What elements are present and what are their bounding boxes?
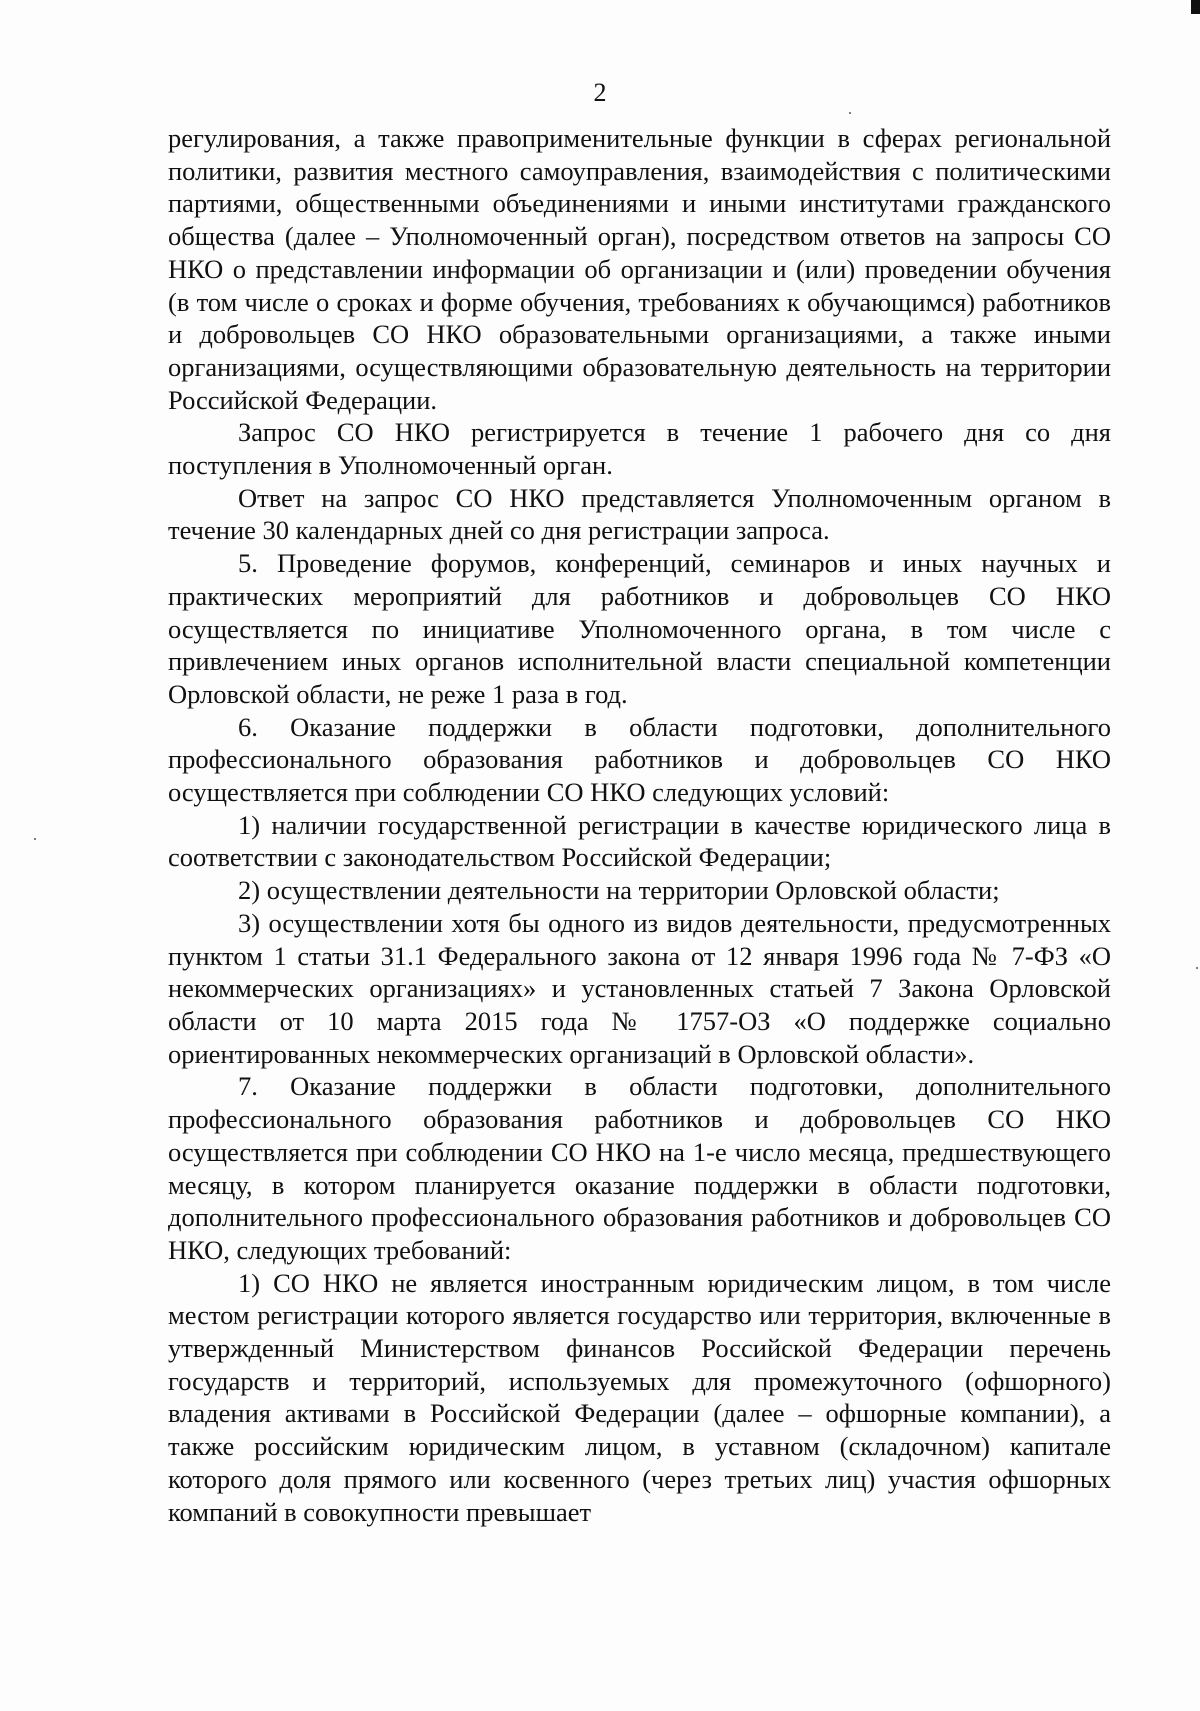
paragraph-item-7: 7. Оказание поддержки в области подготовки, дополнительного профессионального образования работников и добровольцев СО НКО осуществляется при соблюдении СО НКО на 1-е число месяца, предшествующего месяцу, в котором планируется оказание поддержки в области подготовки, дополнительного профессионального образования работников и добровольцев СО НКО, следующих требований: — [168, 1071, 1111, 1265]
scan-speck — [1196, 967, 1198, 969]
paragraph-item-6-condition-2: 2) осуществлении деятельности на территории Орловской области; — [238, 875, 1000, 906]
document-body — [168, 122, 1111, 1528]
paragraph-request-answer: Ответ на запрос СО НКО представляется Уполномоченным органом в течение 30 календарных дней со дня регистрации запроса. — [168, 482, 1111, 546]
paragraph-item-6-condition-1: 1) наличии государственной регистрации в качестве юридического лица в соответствии с законодательством Российской Федерации; — [168, 809, 1111, 873]
scan-speck — [34, 838, 36, 840]
scan-speck — [849, 112, 851, 114]
paragraph-item-5: 5. Проведение форумов, конференций, семинаров и иных научных и практических мероприятий для работников и добровольцев СО НКО осуществляется по инициативе Уполномоченного органа, в том числе с привлечением иных органов исполнительной власти специальной компетенции Орловской области, не реже 1 раза в год. — [168, 548, 1111, 709]
paragraph-request-registration: Запрос СО НКО регистрируется в течение 1 рабочего дня со дня поступления в Уполномоченный орган. — [168, 417, 1111, 481]
page-number: 2 — [593, 78, 607, 107]
paragraph-item-6: 6. Оказание поддержки в области подготовки, дополнительного профессионального образования работников и добровольцев СО НКО осуществляется при соблюдении СО НКО следующих условий: — [168, 711, 1111, 808]
paragraph-item-6-condition-3: 3) осуществлении хотя бы одного из видов деятельности, предусмотренных пунктом 1 статьи 31.1 Федерального закона от 12 января 1996 года № 7-ФЗ «О некоммерческих организациях» и установленных статьей 7 Закона Орловской области от 10 марта 2015 года № 1757-ОЗ «О поддержке социально ориентированных некоммерческих организаций в Орловской области». — [168, 907, 1111, 1069]
scan-edge-mark — [1191, 0, 1200, 14]
paragraph-continuation: регулирования, а также правоприменительные функции в сферах региональной политики, развития местного самоуправления, взаимодействия с политическими партиями, общественными объединениями и иными институтами гражданского общества (далее – Уполномоченный орган), посредством ответов на запросы СО НКО о представлении информации об организации и (или) проведении обучения (в том числе о сроках и форме обучения, требованиях к обучающимся) работников и добровольцев СО НКО образовательными организациями, а также иными организациями, осуществляющими образовательную деятельность на территории Российской Федерации. — [168, 123, 1111, 415]
paragraph-item-7-requirement-1: 1) СО НКО не является иностранным юридическим лицом, в том числе местом регистрации которого является государство или территория, включенные в утвержденный Министерством финансов Российской Федерации перечень государств и территорий, используемых для промежуточного (офшорного) владения активами в Российской Федерации (далее – офшорные компании), а также российским юридическим лицом, в уставном (складочном) капитале которого доля прямого или косвенного (через третьих лиц) участия офшорных компаний в совокупности превышает — [168, 1267, 1111, 1527]
